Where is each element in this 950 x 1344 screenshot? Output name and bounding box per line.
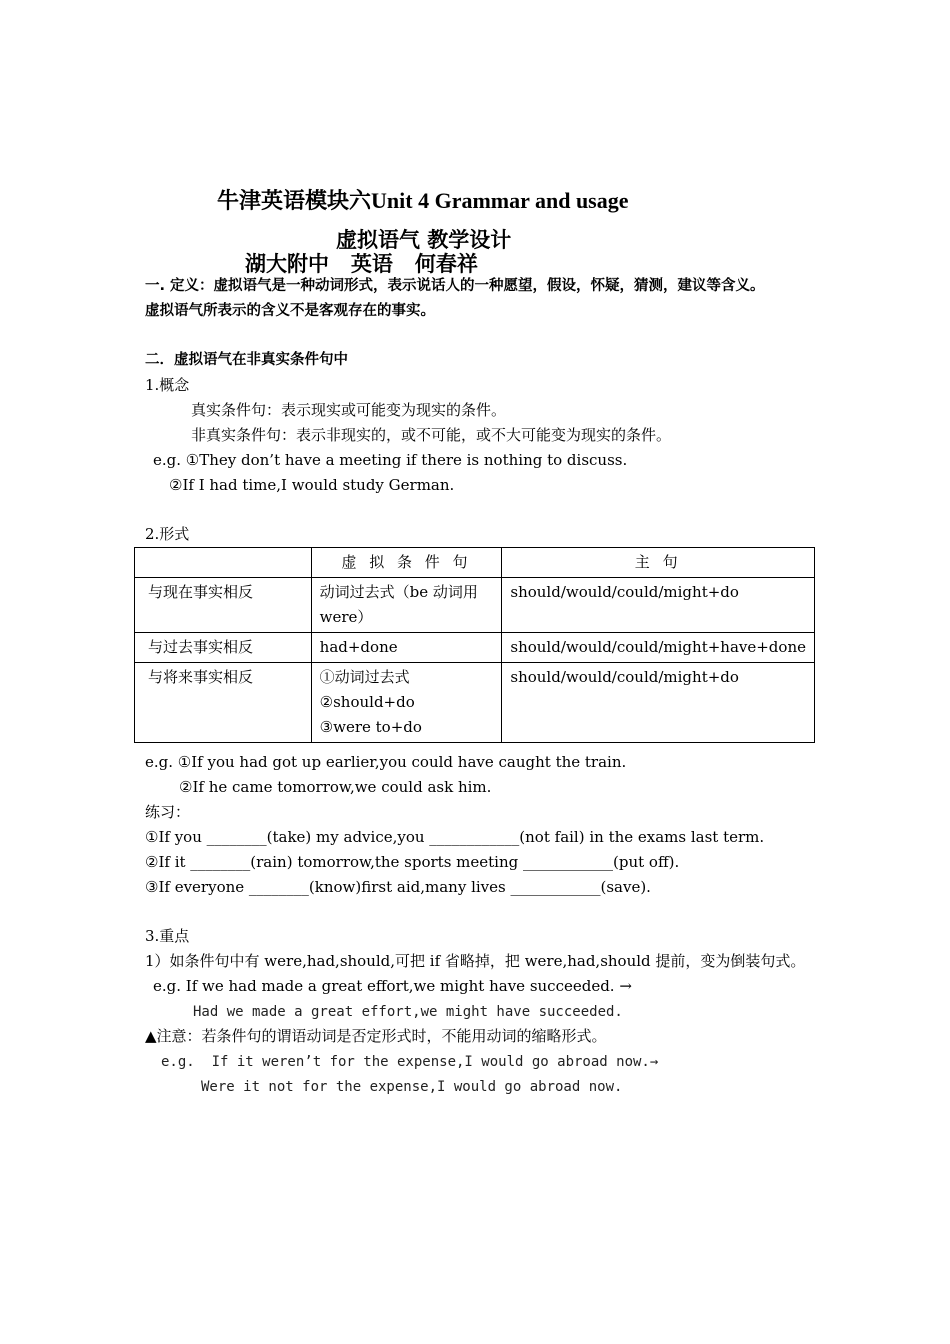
- section2-heading: 二．虚拟语气在非真实条件句中: [145, 352, 348, 368]
- main-clause-cell: should/would/could/might+do: [502, 663, 815, 743]
- example-1: e.g. ①They don’t have a meeting if there is nothing to discuss.: [153, 451, 628, 469]
- example-5-inverted: Had we made a great effort,we might have succeeded.: [193, 1004, 623, 1020]
- main-clause-cell: should/would/could/might+do: [502, 578, 815, 633]
- condition-line: had+done: [319, 638, 398, 656]
- unreal-condition-text: 非真实条件句：表示非现实的，或不可能，或不大可能变为现实的条件。: [191, 426, 672, 444]
- title-english: Unit 4 Grammar and usage: [371, 188, 629, 213]
- practice-item-1: ①If you ________(take) my advice,you ____________(not fail) in the exams last term.: [145, 828, 765, 846]
- concept-title: 1.概念: [145, 376, 190, 394]
- example-5: e.g. If we had made a great effort,we might have succeeded. →: [153, 977, 632, 995]
- example-6-inverted: Were it not for the expense,I would go abroad now.: [201, 1079, 623, 1095]
- real-condition-text: 真实条件句：表示现实或可能变为现实的条件。: [191, 401, 507, 419]
- condition-line: 动词过去式（be 动词用: [319, 583, 478, 601]
- table-row: [135, 578, 815, 633]
- key-points-title: 3.重点: [145, 927, 190, 945]
- note-line: ▲注意：若条件句的谓语动词是否定形式时，不能用动词的缩略形式。: [145, 1027, 607, 1045]
- condition-line: were）: [319, 608, 373, 626]
- practice-item-2: ②If it ________(rain) tomorrow,the sports meeting ____________(put off).: [145, 853, 680, 871]
- definition-line-2: 虚拟语气所表示的含义不是客观存在的事实。: [145, 303, 435, 319]
- table-header-row: [135, 548, 815, 578]
- table-header-cell: 主 句: [502, 548, 815, 578]
- form-table: [134, 547, 815, 743]
- document-author: 湖大附中 英语 何春祥: [245, 252, 478, 276]
- main-clause-cell: should/would/could/might+have+done: [502, 633, 815, 663]
- condition-cell: [311, 633, 502, 663]
- condition-cell: [311, 578, 502, 633]
- practice-item-3: ③If everyone ________(know)first aid,many lives ____________(save).: [145, 878, 651, 896]
- title-chinese: 牛津英语模块六: [217, 189, 372, 214]
- document-title: [217, 184, 629, 215]
- form-title: 2.形式: [145, 525, 190, 543]
- definition-line-1: 一. 定义：虚拟语气是一种动词形式，表示说话人的一种愿望，假设，怀疑，猜测，建议等含义。: [145, 278, 765, 294]
- row-label: 与将来事实相反: [135, 663, 312, 743]
- condition-line: ②should+do: [319, 693, 415, 711]
- row-label: 与过去事实相反: [135, 633, 312, 663]
- example-4: ②If he came tomorrow,we could ask him.: [179, 778, 492, 796]
- table-header-cell: [135, 548, 312, 578]
- table-row: [135, 633, 815, 663]
- example-3: e.g. ①If you had got up earlier,you could have caught the train.: [145, 753, 627, 771]
- condition-line: ①动词过去式: [319, 668, 410, 686]
- table-header-cell: 虚 拟 条 件 句: [311, 548, 502, 578]
- example-2: ②If I had time,I would study German.: [169, 476, 455, 494]
- example-6: e.g. If it weren’t for the expense,I would go abroad now.→: [161, 1054, 659, 1070]
- table-row: [135, 663, 815, 743]
- key-point-1: 1）如条件句中有 were,had,should,可把 if 省略掉，把 were,had,should 提前，变为倒装句式。: [145, 952, 806, 970]
- condition-line: ③were to+do: [319, 718, 422, 736]
- document-subtitle: 虚拟语气 教学设计: [336, 228, 512, 252]
- condition-cell: [311, 663, 502, 743]
- practice-title: 练习：: [145, 803, 191, 821]
- row-label: 与现在事实相反: [135, 578, 312, 633]
